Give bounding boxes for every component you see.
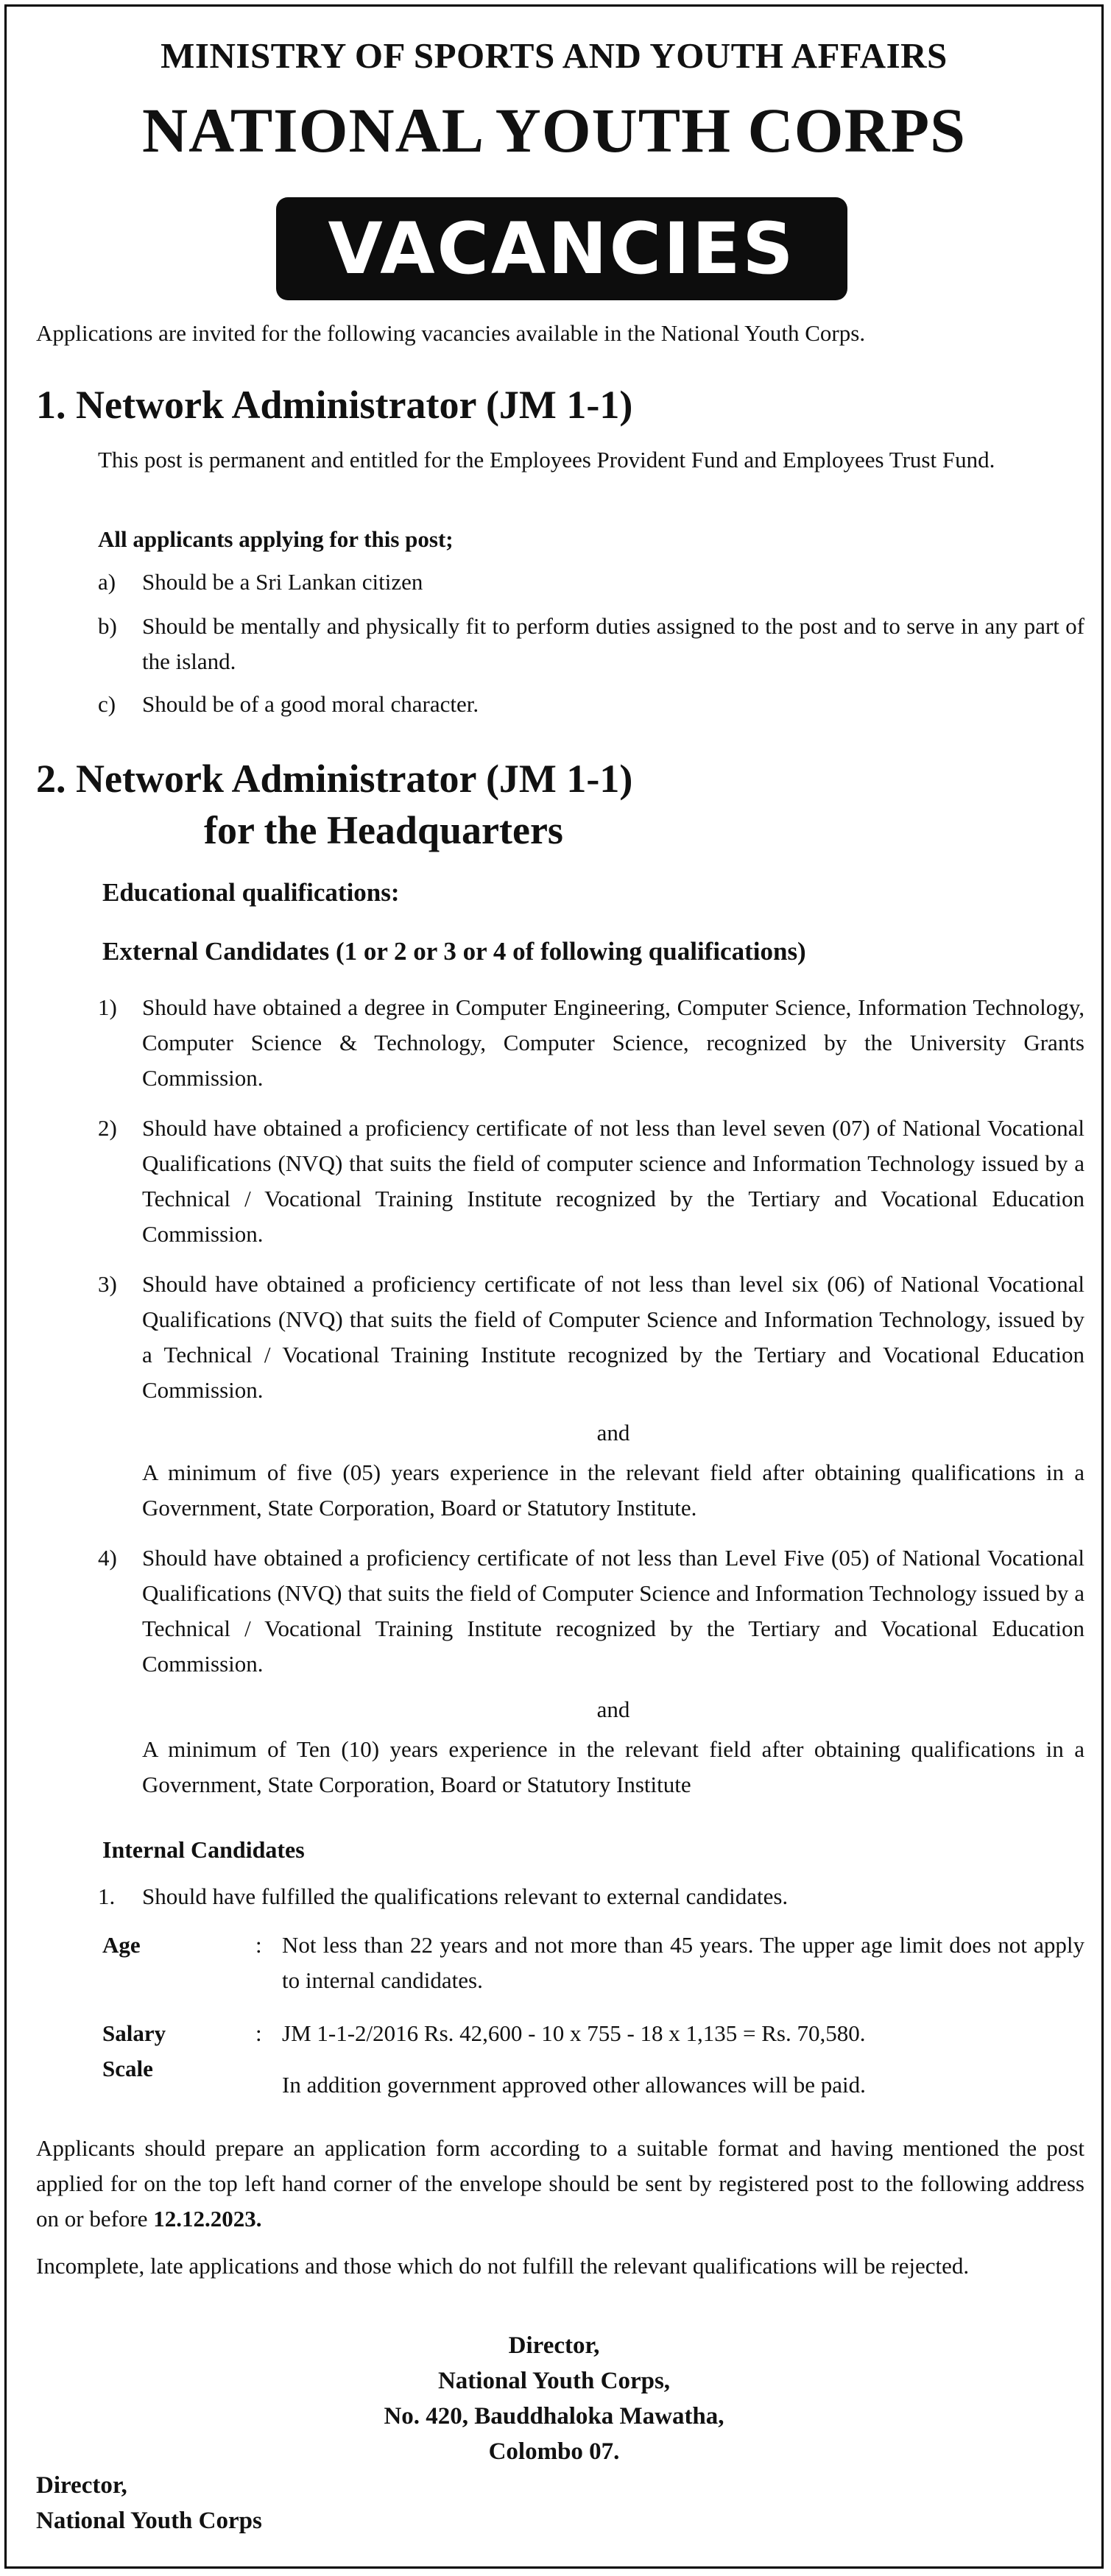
and-connector: and xyxy=(596,1696,630,1722)
application-instructions-text: Applicants should prepare an application form according to a suitable format and having mentioned the post applied for on the top left hand corner of the envelope should be sent by registered post to the following address on or before xyxy=(36,2135,1084,2232)
list-item xyxy=(98,1540,1084,1682)
signature-line: Director, xyxy=(36,2472,127,2499)
signature-line: National Youth Corps xyxy=(36,2508,262,2534)
list-item xyxy=(98,687,1084,722)
vacancies-banner: VACANCIES xyxy=(276,197,847,300)
list-label: a) xyxy=(98,569,116,595)
rejection-notice: Incomplete, late applications and those which do not fulfill the relevant qualifications will be rejected. xyxy=(36,2253,970,2279)
list-text: Should be a Sri Lankan citizen xyxy=(142,569,423,595)
address-line: Colombo 07. xyxy=(488,2438,620,2465)
list-item xyxy=(98,1111,1084,1252)
list-text: Should have obtained a proficiency certificate of not less than level seven (07) of National Vocational Qualifications (NVQ) that suits the field of computer science and Information Technology issued by a Technical / Vocational Training Institute recognized by the Tertiary and Vocational Education Commission. xyxy=(142,1115,1084,1247)
list-item xyxy=(98,565,1084,600)
address-line: Director, xyxy=(508,2332,600,2359)
list-label: 3) xyxy=(98,1271,117,1297)
and-connector: and xyxy=(596,1420,630,1446)
age-colon: : xyxy=(255,1932,262,1958)
list-item xyxy=(98,990,1084,1096)
application-instructions xyxy=(36,2131,1084,2237)
list-label: b) xyxy=(98,613,117,639)
list-text: Should have obtained a degree in Computer Engineering, Computer Science, Information Technology, Computer Science & Technology, Computer Science, recognized by the University Grants Commission. xyxy=(142,994,1084,1091)
ministry-heading: MINISTRY OF SPORTS AND YOUTH AFFAIRS xyxy=(161,35,948,76)
age-label: Age xyxy=(102,1932,141,1958)
salary-label: Salary Scale xyxy=(102,2020,166,2081)
address-line: National Youth Corps, xyxy=(437,2368,671,2394)
list-text: Should be mentally and physically fit to perform duties assigned to the post and to serve in any part of the island. xyxy=(142,613,1084,674)
list-item xyxy=(98,1267,1084,1408)
closing-date: 12.12.2023. xyxy=(153,2206,262,2232)
age-value: Not less than 22 years and not more than 45 years. The upper age limit does not apply to internal candidates. xyxy=(282,1932,1084,1993)
experience-requirement-4: A minimum of Ten (10) years experience in the relevant field after obtaining qualifications in a Government, State Corporation, Board or Statutory Institute xyxy=(142,1736,1084,1797)
list-label: 2) xyxy=(98,1115,117,1141)
list-text: Should have fulfilled the qualifications relevant to external candidates. xyxy=(142,1883,789,1909)
section2-title: 2. Network Administrator (JM 1-1) xyxy=(36,757,633,801)
educational-qualifications-heading: Educational qualifications: xyxy=(102,878,400,907)
advertisement-page xyxy=(4,4,1104,2569)
list-item xyxy=(98,609,1084,679)
internal-candidates-heading: Internal Candidates xyxy=(102,1836,305,1863)
list-text: Should have obtained a proficiency certificate of not less than level six (06) of National Vocational Qualifications (NVQ) that suits the field of Computer Science and Information Technology, issued by a Technical / Vocational Training Institute recognized by the Tertiary and Vocational Education Commission. xyxy=(142,1271,1084,1403)
section2-subtitle: for the Headquarters xyxy=(204,808,563,852)
address-block xyxy=(7,2328,1101,2469)
salary-colon: : xyxy=(255,2020,262,2046)
list-label: 4) xyxy=(98,1545,117,1571)
address-line: No. 420, Bauddhaloka Mawatha, xyxy=(384,2403,724,2430)
section1-description: This post is permanent and entitled for the Employees Provident Fund and Employees Trust Fund. xyxy=(98,447,995,473)
signature-block xyxy=(36,2468,262,2538)
list-text: Should have obtained a proficiency certificate of not less than Level Five (05) of National Vocational Qualifications (NVQ) that suits the field of Computer Science and Information Technology issued by a Technical / Vocational Training Institute recognized by the Tertiary and Vocational Education Commission. xyxy=(142,1545,1084,1677)
organization-heading: NATIONAL YOUTH CORPS xyxy=(141,95,967,166)
intro-text: Applications are invited for the following vacancies available in the National Youth Corps. xyxy=(36,320,866,346)
allowance-text: In addition government approved other allowances will be paid. xyxy=(282,2072,866,2098)
list-item xyxy=(98,1879,1084,1914)
salary-value: JM 1-1-2/2016 Rs. 42,600 - 10 x 755 - 18 x 1,135 = Rs. 70,580. xyxy=(282,2020,866,2046)
experience-requirement-3: A minimum of five (05) years experience in the relevant field after obtaining qualifications in a Government, State Corporation, Board or Statutory Institute. xyxy=(142,1459,1084,1521)
list-label: c) xyxy=(98,691,116,717)
list-label: 1. xyxy=(98,1883,116,1909)
list-text: Should be of a good moral character. xyxy=(142,691,479,717)
section1-lead: All applicants applying for this post; xyxy=(98,526,454,552)
list-label: 1) xyxy=(98,994,117,1020)
external-candidates-heading: External Candidates (1 or 2 or 3 or 4 of following qualifications) xyxy=(102,937,806,966)
section1-title: 1. Network Administrator (JM 1-1) xyxy=(36,383,633,427)
